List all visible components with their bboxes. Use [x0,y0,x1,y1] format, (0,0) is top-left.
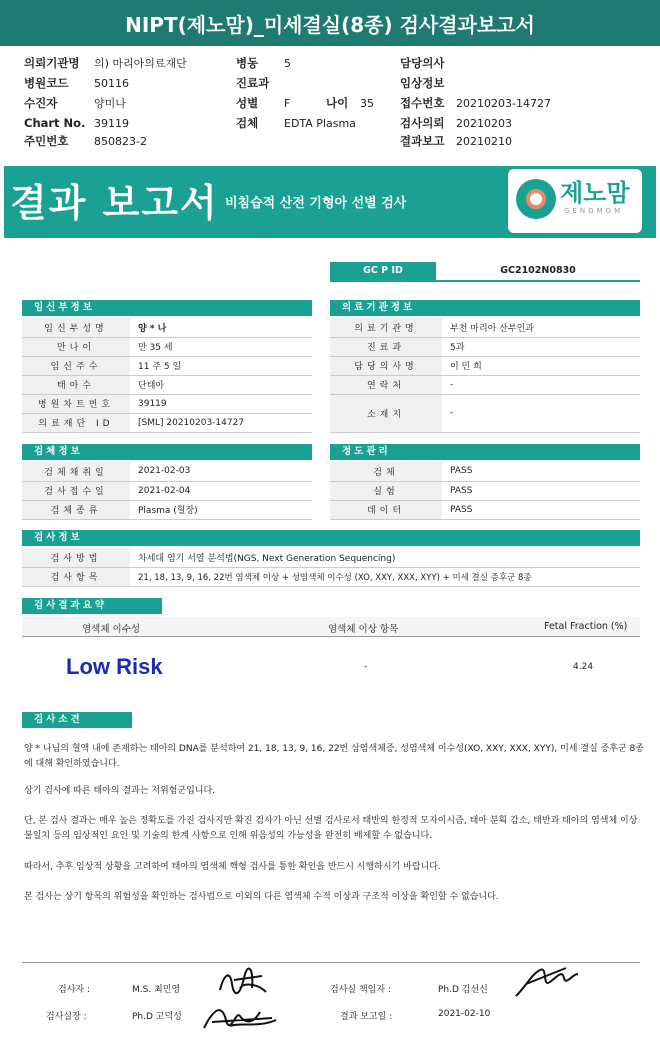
table-row [22,462,312,481]
risk-result: Low Risk [66,654,163,679]
report-date-sig-value: 2021-02-10 [438,1009,491,1019]
table-row [22,567,640,586]
col-abnormal: 염색체 이상 항목 [328,624,399,635]
field-label: 의료재단 ID [22,413,130,432]
field-label: 만나이 [22,337,130,356]
lab-resp-signature-icon [512,964,582,1000]
lab-resp-label: 검사실 책임자 : [330,985,391,995]
ward-label: 병동 [236,56,259,70]
field-value: [SML] 20210203-14727 [130,413,312,432]
table-row [22,500,312,519]
field-label: 검체채취일 [22,462,130,481]
field-value: PASS [442,462,640,481]
table-row [22,413,312,432]
table-row [22,375,312,394]
fetal-fraction-value: 4.24 [573,662,594,672]
age-value: 35 [360,97,374,110]
request-label: 검사의뢰 [400,116,445,130]
dept-label: 진료과 [236,76,270,90]
banner-title: 결과 보고서 [10,181,219,225]
table-row [330,481,640,500]
table-row [330,462,640,481]
field-label: 임신부성명 [22,318,130,337]
findings-header: 검사소견 [22,712,132,728]
field-label: 검체종류 [22,500,130,519]
hospital-label: 의뢰기관명 [24,56,80,70]
genomom-logo [508,169,642,233]
logo-mark-icon [516,179,556,219]
field-value: 39119 [130,394,312,413]
field-value: - [442,375,640,394]
gcpid-label: GC P ID [330,262,436,280]
table-row [22,481,312,500]
logo-subtext: GENOMOM [564,207,624,215]
report-date-label: 결과보고 [400,134,445,148]
col-fetal-fraction: Fetal Fraction (%) [544,621,628,632]
field-label: 태아수 [22,375,130,394]
table-row [22,318,312,337]
code-value: 50116 [94,77,129,90]
id-label: 주민번호 [24,134,69,148]
field-label: 검사방법 [22,548,130,567]
field-value: PASS [442,500,640,519]
id-value: 850823-2 [94,135,147,148]
clinical-label: 임상정보 [400,76,445,90]
finding-paragraph-3: 단, 본 검사 결과는 매우 높은 정확도를 가진 검사지만 확진 검사가 아닌 선별 검사로서 태반의 한정적 모자이시즘, 태아 분획 감소, 태반과 태아의 염색체 이상 불일치 등의 임상적인 요인 및 기술의 한계 사항으로 인해 위음성의 가능성을 완전히 배제할 수 없습니다. [24,816,638,841]
finding-paragraph-1: 양 * 나님의 혈액 내에 존재하는 태아의 DNA를 분석하여 21, 18, 13, 9, 16, 22번 삼염색체증, 성염색체 이수성(XO, XXY, XXX, XYY), 미세 결실 증후군 8종에 대해 확인하였습니다. [24,744,644,769]
col-aneuploidy: 염색체 이수성 [82,624,141,635]
field-value: 2021-02-04 [130,481,312,500]
finding-paragraph-4: 따라서, 추후 임상적 상황을 고려하여 태아의 염색체 핵형 검사를 통한 확인을 반드시 시행하시기 바랍니다. [24,862,441,872]
table-row [22,356,312,375]
sex-label: 성별 [236,96,259,110]
report-banner [4,166,656,238]
receiver-value: 양미나 [94,97,126,110]
test-info-table [22,548,640,587]
qc-header: 정도관리 [330,444,640,460]
field-label: 병원차트번호 [22,394,130,413]
finding-paragraph-5: 본 검사는 상기 항목의 위험성을 확인하는 검사법으로 이외의 다른 염색체 수적 이상과 구조적 이상을 확인할 수 없습니다. [24,892,499,902]
field-value: PASS [442,481,640,500]
table-row [330,500,640,519]
field-value: 5과 [442,337,640,356]
doctor-label: 담당의사 [400,56,445,70]
reception-value: 20210203-14727 [456,97,551,110]
code-label: 병원코드 [24,76,69,90]
table-row [22,394,312,413]
chart-label: Chart No. [24,116,86,130]
field-label: 담당의사명 [330,356,442,375]
banner-subtitle: 비침습적 산전 기형아 선별 검사 [225,196,407,211]
field-value: 양 * 나 [130,318,312,337]
tester-label: 검사자 : [58,985,90,995]
hospital-value: 의) 마리아의료재단 [94,57,187,70]
abnormal-value: - [364,662,368,672]
patient-info-header: 임신부정보 [22,300,312,316]
field-value: 11 주 5 일 [130,356,312,375]
specimen-value: EDTA Plasma [284,117,356,130]
summary-columns [22,617,640,637]
patient-info-table [22,318,312,433]
field-label: 검사접수일 [22,481,130,500]
table-row [330,394,640,432]
field-value: 부천 마리아 산부인과 [442,318,640,337]
test-info-header: 검사정보 [22,530,640,546]
request-value: 20210203 [456,117,512,130]
specimen-label: 검체 [236,116,259,130]
specimen-info-header: 검체정보 [22,444,312,460]
sex-value: F [284,97,291,110]
chart-value: 39119 [94,117,129,130]
field-value: 이 민 희 [442,356,640,375]
field-value: 단태아 [130,375,312,394]
qc-table [330,462,640,520]
field-value: - [442,394,640,432]
institution-info-table [330,318,640,433]
field-label: 연락처 [330,375,442,394]
field-label: 검사항목 [22,567,130,586]
table-row [330,337,640,356]
logo-text: 제노맘 [560,179,630,207]
table-row [330,318,640,337]
table-row [330,375,640,394]
field-label: 소재지 [330,394,442,432]
field-label: 의료기관명 [330,318,442,337]
field-value: 21, 18, 13, 9, 16, 22번 염색체 이상 + 성염색체 이수성 (XO, XXY, XXX, XYY) + 미세 결실 증후군 8종 [130,567,640,586]
age-label: 나이 [326,96,349,110]
institution-info-header: 의료기관정보 [330,300,640,316]
report-date-sig-label: 결과 보고일 : [340,1012,393,1022]
report-title: NIPT(제노맘)_미세결실(8종) 검사결과보고서 [0,0,660,46]
summary-header: 검사결과요약 [22,598,162,614]
table-row [330,356,640,375]
reception-label: 접수번호 [400,96,445,110]
finding-paragraph-2: 상기 검사에 따른 태아의 결과는 저위험군입니다. [24,786,216,796]
field-label: 임신주수 [22,356,130,375]
lab-resp-value: Ph.D 김선신 [438,985,488,995]
field-value: 2021-02-03 [130,462,312,481]
lab-head-label: 검사실장 : [46,1012,87,1022]
field-value: 차세대 염기 서열 분석법(NGS, Next Generation Sequencing) [130,548,640,567]
ward-value: 5 [284,57,291,70]
table-row [22,548,640,567]
tester-value: M.S. 최민영 [132,985,181,995]
specimen-info-table [22,462,312,520]
report-date-value: 20210210 [456,135,512,148]
table-row [22,337,312,356]
lab-head-value: Ph.D 고덕성 [132,1012,182,1022]
field-value: Plasma (혈장) [130,500,312,519]
gcpid-box [330,262,640,282]
gcpid-value: GC2102N0830 [500,265,576,276]
field-label: 데이터 [330,500,442,519]
field-label: 진료과 [330,337,442,356]
receiver-label: 수진자 [24,96,58,110]
field-label: 실험 [330,481,442,500]
signature-divider [22,962,640,963]
field-label: 검체 [330,462,442,481]
field-value: 만 35 세 [130,337,312,356]
lab-head-signature-icon [200,998,280,1034]
tester-signature-icon [214,966,270,1000]
